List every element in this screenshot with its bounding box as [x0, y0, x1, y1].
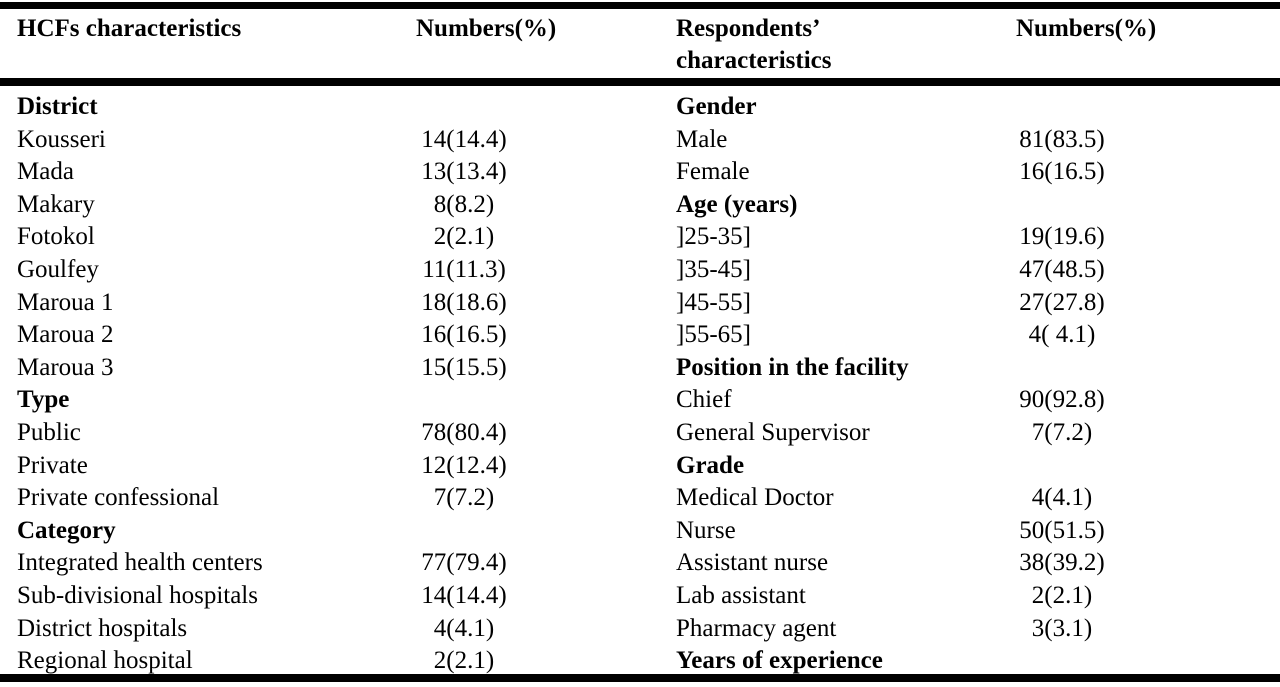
- row-label: Female: [676, 158, 750, 186]
- row-label: Lab assistant: [676, 582, 806, 609]
- header-numbers-left: Numbers(%): [416, 15, 557, 42]
- row-label: ]55-65]: [676, 321, 751, 349]
- row-label: Regional hospital: [17, 647, 193, 675]
- row-label: Pharmacy agent: [676, 614, 837, 642]
- section-heading: Years of experience: [676, 647, 883, 675]
- row-label: Sub-divisional hospitals: [17, 582, 258, 609]
- section-heading: Category: [17, 516, 116, 544]
- row-value: 50(51.5): [1019, 516, 1105, 544]
- row-value: 7(7.2): [1031, 419, 1093, 446]
- row-label: Private: [17, 451, 88, 479]
- row-label: Public: [17, 419, 81, 446]
- section-heading: Gender: [676, 93, 757, 120]
- row-label: Mada: [17, 158, 74, 186]
- row-value: 14(14.4): [421, 125, 507, 153]
- row-value: 8(8.2): [433, 190, 495, 218]
- row-value: 16(16.5): [1019, 158, 1105, 186]
- row-value: 19(19.6): [1019, 223, 1105, 251]
- row-value: 90(92.8): [1019, 386, 1105, 414]
- section-heading: Type: [17, 386, 70, 414]
- row-label: General Supervisor: [676, 419, 870, 446]
- row-label: Makary: [17, 190, 95, 218]
- header-separator-rule: [0, 78, 1280, 86]
- row-value: 2(2.1): [433, 223, 495, 251]
- row-value: 3(3.1): [1031, 614, 1093, 642]
- row-label: ]25-35]: [676, 223, 751, 251]
- row-label: Medical Doctor: [676, 484, 834, 512]
- header-respondents-characteristics: Respondents’ characteristics: [676, 15, 832, 74]
- row-label: ]45-55]: [676, 288, 751, 316]
- row-value: 27(27.8): [1019, 288, 1105, 316]
- row-value: 38(39.2): [1019, 549, 1105, 577]
- row-label: Maroua 2: [17, 321, 114, 349]
- row-value: 4( 4.1): [1028, 321, 1096, 349]
- row-value: 18(18.6): [421, 288, 507, 316]
- section-heading: Position in the facility: [676, 353, 909, 381]
- row-value: 14(14.4): [421, 582, 507, 609]
- row-value: 15(15.5): [421, 353, 507, 381]
- row-label: Male: [676, 125, 728, 153]
- row-value: 2(2.1): [1031, 582, 1093, 609]
- row-label: Goulfey: [17, 256, 99, 283]
- row-label: District hospitals: [17, 614, 188, 642]
- row-value: 47(48.5): [1019, 256, 1105, 283]
- table-top-rule: [0, 2, 1280, 9]
- section-heading: Age (years): [676, 190, 798, 218]
- row-value: 16(16.5): [421, 321, 507, 349]
- row-value: 13(13.4): [421, 158, 507, 186]
- row-value: 4(4.1): [433, 614, 495, 642]
- section-heading: District: [17, 93, 98, 120]
- row-value: 78(80.4): [421, 419, 507, 446]
- row-label: Fotokol: [17, 223, 95, 251]
- row-label: ]35-45]: [676, 256, 751, 283]
- row-label: Chief: [676, 386, 732, 414]
- row-label: Maroua 3: [17, 353, 114, 381]
- row-value: 7(7.2): [433, 484, 495, 512]
- row-label: Assistant nurse: [676, 549, 829, 577]
- row-value: 81(83.5): [1019, 125, 1105, 153]
- row-label: Integrated health centers: [17, 549, 263, 577]
- row-value: 11(11.3): [422, 256, 506, 283]
- row-value: 2(2.1): [433, 647, 495, 675]
- row-value: 77(79.4): [421, 549, 507, 577]
- row-label: Maroua 1: [17, 288, 114, 316]
- row-value: 4(4.1): [1031, 484, 1093, 512]
- header-numbers-right: Numbers(%): [1016, 15, 1157, 42]
- row-value: 12(12.4): [421, 451, 507, 479]
- header-hcf-characteristics: HCFs characteristics: [17, 15, 242, 42]
- section-heading: Grade: [676, 451, 745, 479]
- row-label: Kousseri: [17, 125, 106, 153]
- table-bottom-rule: [0, 674, 1280, 682]
- row-label: Nurse: [676, 516, 736, 544]
- row-label: Private confessional: [17, 484, 220, 512]
